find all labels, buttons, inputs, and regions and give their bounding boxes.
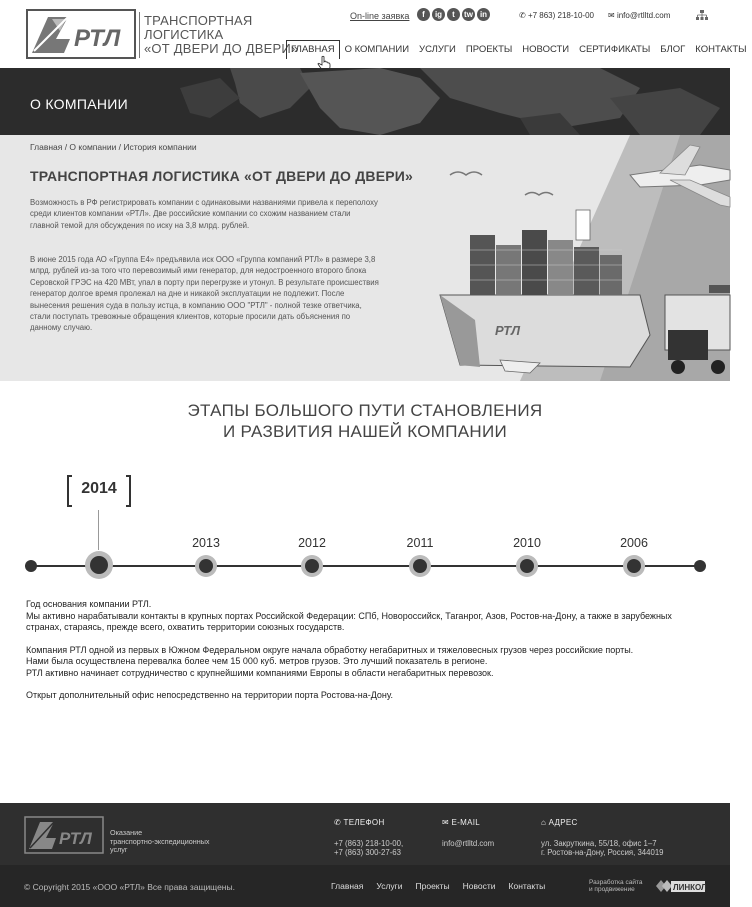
- phone-number: +7 863) 218-10-00: [527, 11, 594, 20]
- history-paragraph: Открыт дополнительный офис непосредственно на территории порта Ростова-на-Дону.: [26, 690, 393, 700]
- nav-home[interactable]: ГЛАВНАЯ: [286, 40, 340, 59]
- phone-heading-label: ТЕЛЕФОН: [343, 818, 385, 827]
- history-text: [26, 599, 706, 713]
- logo-line: ЛОГИСТИКА: [144, 27, 224, 42]
- nav-news[interactable]: НОВОСТИ: [522, 44, 570, 55]
- phone-icon: ✆: [519, 11, 528, 20]
- phone-icon: ✆: [334, 818, 344, 827]
- logo-line: ТРАНСПОРТНАЯ: [144, 13, 253, 28]
- timeline-year[interactable]: 2011: [406, 536, 434, 550]
- linkedin-icon[interactable]: in: [477, 8, 490, 21]
- footer-phone-heading: [334, 818, 385, 827]
- tumblr-icon[interactable]: t: [447, 8, 460, 21]
- footer-email[interactable]: info@rtlltd.com: [442, 839, 495, 848]
- stages-heading-line: ЭТАПЫ БОЛЬШОГО ПУТИ СТАНОВЛЕНИЯ: [187, 401, 543, 420]
- footer-nav-home[interactable]: Главная: [331, 881, 364, 891]
- timeline-line: [30, 565, 700, 567]
- company-logo[interactable]: [26, 9, 136, 59]
- nav-blog[interactable]: БЛОГ: [660, 44, 686, 55]
- page-title: О КОМПАНИИ: [30, 96, 128, 112]
- email-address: info@rtlltd.com: [616, 11, 671, 20]
- copyright: © Copyright 2015 «ООО «РТЛ» Все права защищены.: [24, 882, 235, 892]
- nav-contacts[interactable]: КОНТАКТЫ: [695, 44, 747, 55]
- footer-nav-contacts[interactable]: Контакты: [508, 881, 546, 891]
- sitemap-icon[interactable]: [696, 10, 708, 20]
- footer-nav: [331, 881, 545, 891]
- transport-illustration: [400, 135, 730, 381]
- nav-services[interactable]: УСЛУГИ: [419, 44, 456, 55]
- about-section: [0, 135, 730, 381]
- main-nav: [286, 40, 752, 59]
- timeline-dot-active[interactable]: [85, 551, 113, 579]
- twitter-icon[interactable]: tw: [462, 8, 475, 21]
- site-header: [0, 0, 747, 68]
- svg-text:ЛИНКОЛ: ЛИНКОЛ: [673, 883, 707, 892]
- logo-line: «ОТ ДВЕРИ ДО ДВЕРИ»: [144, 41, 299, 56]
- footer-bottom-bar: [0, 865, 730, 907]
- timeline-dot[interactable]: [623, 555, 645, 577]
- header-email[interactable]: [608, 11, 670, 20]
- about-paragraph: Возможность в РФ регистрировать компании с одинаковыми названиями привела к переполоху среди клиентов компании «РТЛ». Две российские компании со схожим названием стали главной темой для обсуждения по иску на 3,8 млрд. рублей.: [30, 198, 378, 230]
- developer-logo[interactable]: [653, 876, 705, 896]
- social-links: [417, 8, 490, 21]
- footer-nav-news[interactable]: Новости: [462, 881, 496, 891]
- header-phone[interactable]: [519, 11, 594, 20]
- timeline-year[interactable]: 2010: [513, 536, 541, 550]
- email-heading-label: E-MAIL: [451, 818, 481, 827]
- logo-tagline: [144, 14, 298, 56]
- page-banner: [0, 68, 730, 135]
- address-heading-label: АДРЕС: [548, 818, 578, 827]
- instagram-icon[interactable]: ig: [432, 8, 445, 21]
- footer-phones[interactable]: +7 (863) 218-10-00, +7 (863) 300-27-63: [334, 839, 404, 858]
- nav-about[interactable]: О КОМПАНИИ: [344, 44, 410, 55]
- active-year-frame[interactable]: [67, 475, 131, 507]
- logo-divider: [139, 12, 140, 58]
- timeline-year[interactable]: 2013: [192, 536, 220, 550]
- timeline-end-dot: [694, 560, 706, 572]
- home-icon: ⌂: [541, 818, 549, 827]
- nav-certificates[interactable]: СЕРТИФИКАТЫ: [579, 44, 651, 55]
- timeline-dot[interactable]: [516, 555, 538, 577]
- footer-email-heading: [442, 818, 480, 827]
- site-footer: [0, 803, 730, 907]
- about-paragraph: В июне 2015 года АО «Группа Е4» предъявила иск ООО «Группа компаний РТЛ» в размере 3,8 млрд. рублей из-за того что перевозимый ими генератор, для недостроенного второго блока Серовской ГРЭС на 420 МВт, упал в порту при перегрузке и утонул. В результате происшествия генератор долгое время пролежал на дне и никакой эксплуатации не подлежит. После вынесения решения суда в пользу истца, в компанию ООО "РТЛ" - полной тезке ответчика, стали поступать тревожные обращения клиентов, которые просили дать объяснения по данному случаю.: [30, 255, 379, 333]
- active-year-connector: [98, 510, 99, 550]
- mail-icon: ✉: [608, 11, 617, 20]
- footer-address-heading: [541, 818, 578, 827]
- svg-text:РТЛ: РТЛ: [495, 323, 521, 338]
- online-request-link[interactable]: On-line заявка: [350, 11, 410, 21]
- nav-projects[interactable]: ПРОЕКТЫ: [465, 44, 513, 55]
- footer-nav-services[interactable]: Услуги: [376, 881, 403, 891]
- breadcrumb[interactable]: Главная / О компании / История компании: [30, 142, 197, 152]
- timeline-dot[interactable]: [409, 555, 431, 577]
- section-title: ТРАНСПОРТНАЯ ЛОГИСТИКА «ОТ ДВЕРИ ДО ДВЕРИ»: [30, 168, 414, 184]
- timeline-dot[interactable]: [195, 555, 217, 577]
- developer-credit: Разработка сайта и продвижение: [589, 879, 643, 894]
- facebook-icon[interactable]: f: [417, 8, 430, 21]
- history-paragraph: Год основания компании РТЛ. Мы активно нарабатывали контакты в крупных портах Российской Федерации: СПб, Новороссийск, Таганрог, Азов, Ростов-на-Дону, а также в зарубежных странах, стараясь, прежде всего, охватить территории союзных государств.: [26, 599, 672, 632]
- history-paragraph: Компания РТЛ одной из первых в Южном Федеральном округе начала обработку негабаритных и тяжеловесных грузов через российские порты. Нами была осуществлена перевалка более чем 15 000 куб. метров грузов. Это лучший показатель в регионе. РТЛ активно начинает сотрудничество с крупнейшими компаниями Европы в области негабаритных перевозок.: [26, 644, 634, 678]
- timeline-year[interactable]: 2012: [298, 536, 326, 550]
- timeline-start-dot: [25, 560, 37, 572]
- footer-address: ул. Закруткина, 55/18, офис 1–7 г. Ростов-на-Дону, Россия, 344019: [541, 839, 664, 858]
- footer-logo[interactable]: [24, 816, 104, 854]
- stages-heading-line: И РАЗВИТИЯ НАШЕЙ КОМПАНИИ: [222, 422, 508, 441]
- stages-heading: [0, 400, 730, 442]
- footer-nav-projects[interactable]: Проекты: [415, 881, 450, 891]
- mail-icon: ✉: [442, 818, 452, 827]
- timeline-dot[interactable]: [301, 555, 323, 577]
- active-year: 2014: [81, 480, 117, 497]
- timeline-year[interactable]: 2006: [620, 536, 648, 550]
- svg-text:РТЛ: РТЛ: [74, 25, 121, 52]
- svg-text:РТЛ: РТЛ: [59, 829, 92, 848]
- footer-tagline: Оказание транспортно-экспедиционных услуг: [110, 828, 210, 855]
